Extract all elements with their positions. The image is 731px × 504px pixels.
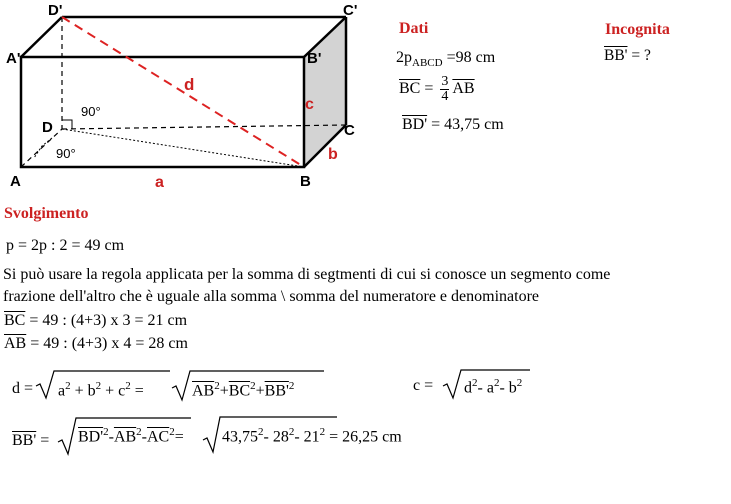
vertex-d: D bbox=[42, 119, 53, 136]
seg-bb: BB' bbox=[264, 382, 289, 400]
vertex-a-top: A' bbox=[6, 50, 21, 67]
vertex-d-top: D' bbox=[48, 2, 63, 19]
c-minus-2: - bbox=[499, 379, 505, 397]
plus-2: + bbox=[105, 382, 115, 400]
c-term-d: d bbox=[464, 379, 472, 397]
bb-num-bd: 43,75 bbox=[222, 428, 258, 446]
perim-prefix: 2p bbox=[396, 49, 412, 66]
space-diagonal bbox=[62, 17, 304, 167]
plus-1: + bbox=[74, 382, 84, 400]
explain-line-1: Si può usare la regola applicata per la somma di segtmenti di cui si conosce un segmento come bbox=[3, 266, 611, 283]
term-a: a bbox=[58, 382, 66, 400]
formula-c-prefix: c = bbox=[413, 377, 434, 394]
bb-minus-2: - bbox=[141, 428, 147, 446]
bb-exp-num2: 2 bbox=[288, 426, 295, 438]
frac-den: 4 bbox=[441, 89, 449, 104]
seg-ab: $\overline{AB}$ bbox=[192, 382, 215, 400]
bb-exp-ab: 2 bbox=[136, 426, 142, 438]
exp-b: 2 bbox=[95, 380, 102, 392]
bb-seg-ab: $\overline{AB}$ bbox=[113, 428, 137, 446]
vertex-c: C bbox=[344, 122, 355, 139]
bb-equals: = bbox=[174, 428, 184, 446]
incognita-bb-label: BB' bbox=[604, 47, 628, 64]
bb-minus-1: - bbox=[108, 428, 114, 446]
formula-bb-prefix bbox=[12, 432, 49, 450]
bb-num-21: 21 bbox=[303, 428, 320, 446]
ab-calc-line bbox=[4, 335, 188, 353]
fraction bbox=[440, 75, 449, 104]
ab-calc-label: $\overline{AB}$ bbox=[4, 335, 27, 352]
base-diagonal bbox=[62, 129, 304, 167]
svolgimento-title: Svolgimento bbox=[4, 205, 89, 222]
exp-bc: 2 bbox=[250, 380, 256, 392]
edge-label-c: c bbox=[305, 96, 314, 113]
dati-title: Dati bbox=[399, 20, 429, 37]
ab-calc-value: = 49 : (4+3) x 4 = 28 cm bbox=[26, 335, 188, 352]
bb-minus-3: - bbox=[263, 428, 269, 446]
c-minus-1: - bbox=[477, 379, 483, 397]
formula-bb-numbers bbox=[222, 426, 402, 446]
dati-ab: $\overline{AB}$ bbox=[452, 80, 475, 98]
frac-num: 3 bbox=[441, 74, 449, 89]
bc-calc-value: = 49 : (4+3) x 3 = 21 cm bbox=[25, 312, 188, 329]
bb-num-28: 28 bbox=[272, 428, 289, 446]
c-exp-d: 2 bbox=[472, 377, 478, 389]
c-exp-a: 2 bbox=[493, 377, 500, 389]
angle-label-base: 90° bbox=[56, 146, 76, 161]
bb-minus-4: - bbox=[294, 428, 300, 446]
perim-sub: ABCD bbox=[412, 57, 443, 70]
bb-exp-num1: 2 bbox=[258, 426, 264, 438]
perim-value: =98 cm bbox=[442, 49, 496, 66]
edge-top-left bbox=[21, 17, 62, 57]
bb-seg-ac: $\overline{AC}$ bbox=[147, 428, 170, 446]
vertex-b-top: B' bbox=[307, 50, 322, 67]
exp-a: 2 bbox=[65, 380, 71, 392]
bb-exp-bd: 2 bbox=[103, 426, 109, 438]
formula-bb-label: BB' bbox=[12, 432, 37, 449]
plus-3: + bbox=[219, 382, 229, 400]
c-exp-b: 2 bbox=[516, 377, 523, 389]
vertex-a: A bbox=[10, 173, 21, 190]
incognita-title: Incognita bbox=[605, 21, 670, 38]
exp-bb: 2 bbox=[288, 380, 295, 392]
incognita-bb bbox=[604, 47, 651, 65]
c-term-a: a bbox=[486, 379, 494, 397]
edge-label-d: d bbox=[184, 75, 195, 94]
bb-exp-num3: 2 bbox=[319, 426, 326, 438]
dati-bc: $\overline{BC}$ bbox=[399, 80, 421, 98]
vertex-c-top: C' bbox=[343, 2, 358, 19]
bb-result: = 26,25 cm bbox=[325, 428, 402, 446]
bc-calc-line bbox=[4, 312, 187, 330]
plus-4: + bbox=[255, 382, 265, 400]
equals-d: = bbox=[134, 382, 144, 400]
formula-d-letters bbox=[58, 380, 144, 400]
dati-bc-eq: = bbox=[420, 80, 438, 98]
edge-label-b: b bbox=[328, 146, 338, 163]
dati-bd-value: = 43,75 cm bbox=[427, 116, 504, 133]
vertex-b: B bbox=[300, 173, 311, 190]
formula-bb-eq: = bbox=[36, 432, 50, 449]
formula-bb-segments bbox=[78, 426, 184, 446]
right-angle-mark-vertical bbox=[62, 120, 72, 129]
dati-bd-label: BD' bbox=[402, 116, 428, 133]
c-term-b: b bbox=[508, 379, 517, 397]
dati-perimeter bbox=[396, 49, 495, 69]
dati-bc-relation bbox=[399, 75, 475, 104]
seg-bc: $\overline{BC}$ bbox=[228, 382, 251, 400]
bb-exp-ac: 2 bbox=[169, 426, 175, 438]
term-b: b bbox=[87, 382, 96, 400]
exp-c: 2 bbox=[125, 380, 131, 392]
incognita-bb-value: = ? bbox=[627, 47, 651, 64]
angle-label-vertical: 90° bbox=[81, 104, 101, 119]
dati-bd bbox=[402, 116, 504, 134]
formula-c-body bbox=[464, 377, 522, 397]
formula-d-segments bbox=[192, 380, 294, 400]
term-c: c bbox=[118, 382, 126, 400]
formula-d-prefix: d = bbox=[12, 380, 34, 397]
bb-seg-bd: BD' bbox=[78, 428, 104, 446]
bc-calc-label: $\overline{BC}$ bbox=[4, 312, 26, 329]
exp-ab: 2 bbox=[214, 380, 220, 392]
edge-label-a: a bbox=[155, 174, 164, 191]
explain-line-2: frazione dell'altro che è uguale alla somma \ somma del numeratore e denominatore bbox=[3, 288, 539, 305]
p-line: p = 2p : 2 = 49 cm bbox=[6, 237, 125, 254]
